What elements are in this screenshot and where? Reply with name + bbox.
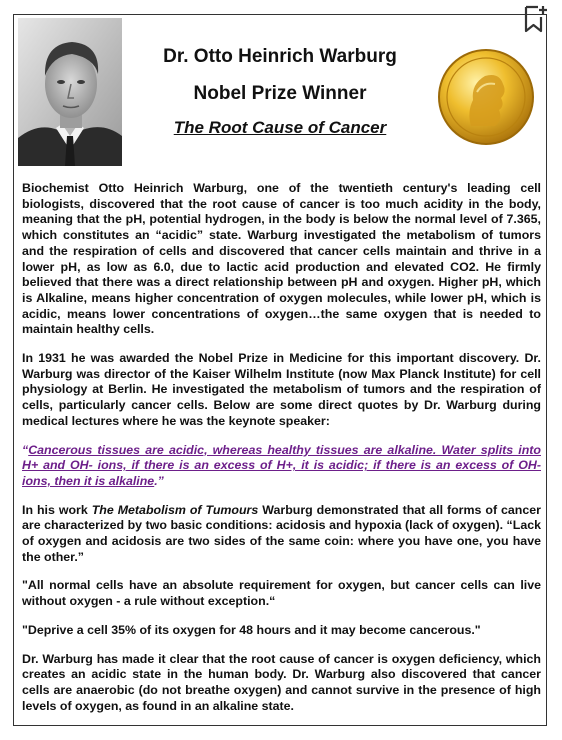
- page-subtitle: Nobel Prize Winner: [193, 82, 367, 104]
- page-topic: The Root Cause of Cancer: [173, 117, 387, 137]
- paragraph-metabolism-rest: Warburg demonstrated that all forms of cancer are characterized by two basic conditions: acidosis and hypoxia (lack of oxygen). “Lack of oxygen and acidosis are two sides of the same coin: where you have one, you have the other.”: [22, 502, 541, 564]
- nobel-medal-image: [437, 48, 535, 146]
- paragraph-metabolism: [22, 503, 541, 566]
- quote-paragraph: [22, 443, 541, 490]
- paragraph-intro: Biochemist Otto Heinrich Warburg, one of the twentieth century's leading cell biologists, discovered that the root cause of cancer is too much acidity in the body, meaning that the pH, potential hydrogen, in the body is below the normal level of 7.365, which constitutes an “acidic” state. Warburg investigated the metabolism of tumors and the respiration of cells and discovered that cancer cells maintain and thrive in a lower pH, as low as 6.0, due to lactic acid production and elevated CO2. He firmly believed that there was a direct relationship between pH and oxygen. Higher pH, which is Alkaline, means higher concentration of oxygen molecules, while lower pH, which is acidic, means lower concentrations of oxygen…the same oxygen that is needed to maintain healthy cells.: [22, 181, 541, 337]
- book-title: The Metabolism of Tumours: [91, 502, 259, 517]
- quote-deprive-cell: "Deprive a cell 35% of its oxygen for 48 hours and it may become cancerous.": [22, 622, 481, 637]
- warburg-quote-link[interactable]: Cancerous tissues are acidic, whereas healthy tissues are alkaline. Water splits into H+ and OH- ions, if there is an excess of H+, it is acidic; if there is an excess of OH- ions, then it is alkaline: [22, 442, 541, 488]
- paragraph-metabolism-prefix: In his work: [22, 502, 92, 517]
- title-block: [130, 46, 430, 138]
- page-title: Dr. Otto Heinrich Warburg: [163, 46, 397, 67]
- portrait-photo: [18, 18, 122, 166]
- quote-close-mark: .”: [154, 473, 164, 488]
- paragraph-conclusion: Dr. Warburg has made it clear that the root cause of cancer is oxygen deficiency, which creates an acidic state in the human body. Dr. Warburg also discovered that cancer cells are anaerobic (do not breathe oxygen) and cannot survive in the presence of high levels of oxygen, as found in an alkaline state.: [22, 651, 541, 713]
- bookmark-add-icon[interactable]: [523, 4, 549, 34]
- quote-normal-cells: "All normal cells have an absolute requirement for oxygen, but cancer cells can live without oxygen - a rule without exception.“: [22, 578, 541, 609]
- paragraph-nobel: In 1931 he was awarded the Nobel Prize in Medicine for this important discovery. Dr. Warburg was director of the Kaiser Wilhelm Institute (now Max Planck Institute) for cell physiology at Berlin. He investigated the metabolism of tumors and the respiration of cells, particularly cancer cells. Below are some direct quotes by Dr. Warburg during medical lectures where he was the keynote speaker:: [22, 351, 541, 428]
- quote-open-mark: “: [22, 442, 29, 457]
- article-body: [22, 181, 541, 727]
